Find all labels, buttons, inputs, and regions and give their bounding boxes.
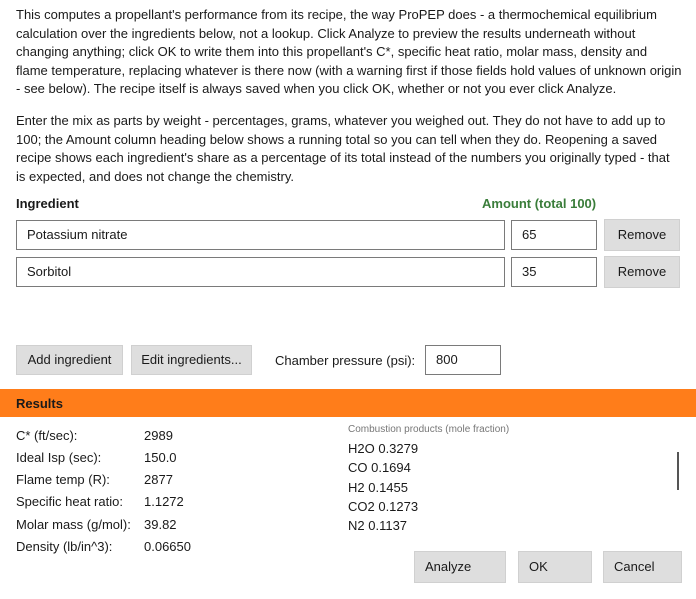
edit-ingredients-button[interactable]: Edit ingredients... (131, 345, 252, 375)
metric-value-molar-mass: 39.82 (144, 517, 177, 532)
ingredient-name-field[interactable]: Potassium nitrate (16, 220, 505, 250)
metric-value-flame-temp: 2877 (144, 472, 173, 487)
remove-ingredient-button[interactable]: Remove (604, 219, 680, 251)
intro-paragraph-1: This computes a propellant's performance from its recipe, the way ProPEP does - a thermochemical equilibrium calculation over the ingredients below, not a lookup. Click Analyze to preview the results underneath without changing anything; click OK to write them into this propellant's C*, specific heat ratio, molar mass, density and flame temperature, replacing whatever is there now (with a warning first if those fields hold values of unknown origin - see below). The recipe itself is always saved when you click OK, whether or not you ever click Analyze. (16, 7, 682, 96)
metric-label-density: Density (lb/in^3): (16, 539, 113, 554)
combustion-product-item: N2 0.1137 (348, 518, 408, 533)
chamber-pressure-input[interactable]: 800 (425, 345, 501, 375)
add-ingredient-button[interactable]: Add ingredient (16, 345, 123, 375)
cancel-button[interactable]: Cancel (603, 551, 682, 583)
intro-paragraph-2: Enter the mix as parts by weight - percentages, grams, whatever you weighed out. They do not have to add up to 100; the Amount column heading below shows a running total so you can tell when they do. Reopening a saved recipe shows each ingredient's share as a percentage of its total instead of the numbers you originally typed - that is expected, and does not change the chemistry. (16, 113, 670, 184)
metric-label-cstar: C* (ft/sec): (16, 428, 78, 443)
metric-value-heat-ratio: 1.1272 (144, 494, 184, 509)
products-scrollbar-thumb[interactable] (677, 452, 679, 490)
ok-button[interactable]: OK (518, 551, 592, 583)
remove-ingredient-button[interactable]: Remove (604, 256, 680, 288)
combustion-product-item: CO2 0.1273 (348, 499, 419, 514)
metric-value-isp: 150.0 (144, 450, 177, 465)
metric-label-flame-temp: Flame temp (R): (16, 472, 110, 487)
ingredient-name-field[interactable]: Sorbitol (16, 257, 505, 287)
metric-label-molar-mass: Molar mass (g/mol): (16, 517, 131, 532)
combustion-product-item: CO 0.1694 (348, 460, 411, 475)
metric-value-cstar: 2989 (144, 428, 173, 443)
metric-label-isp: Ideal Isp (sec): (16, 450, 102, 465)
combustion-products-title: Combustion products (mole fraction) (348, 424, 510, 435)
results-header-bar: Results (0, 389, 696, 417)
ingredient-amount-field[interactable]: 35 (511, 257, 597, 287)
amount-column-header: Amount (total 100) (482, 196, 597, 211)
ingredient-amount-field[interactable]: 65 (511, 220, 597, 250)
ingredient-row (16, 220, 682, 250)
metric-label-heat-ratio: Specific heat ratio: (16, 494, 123, 509)
combustion-product-item: H2 0.1455 (348, 480, 408, 495)
ingredient-row (16, 257, 682, 287)
ingredient-column-header: Ingredient (16, 196, 79, 211)
chamber-pressure-label: Chamber pressure (psi): (275, 353, 416, 368)
analyze-button[interactable]: Analyze (414, 551, 506, 583)
combustion-product-item: H2O 0.3279 (348, 441, 419, 456)
metric-value-density: 0.06650 (144, 539, 191, 554)
